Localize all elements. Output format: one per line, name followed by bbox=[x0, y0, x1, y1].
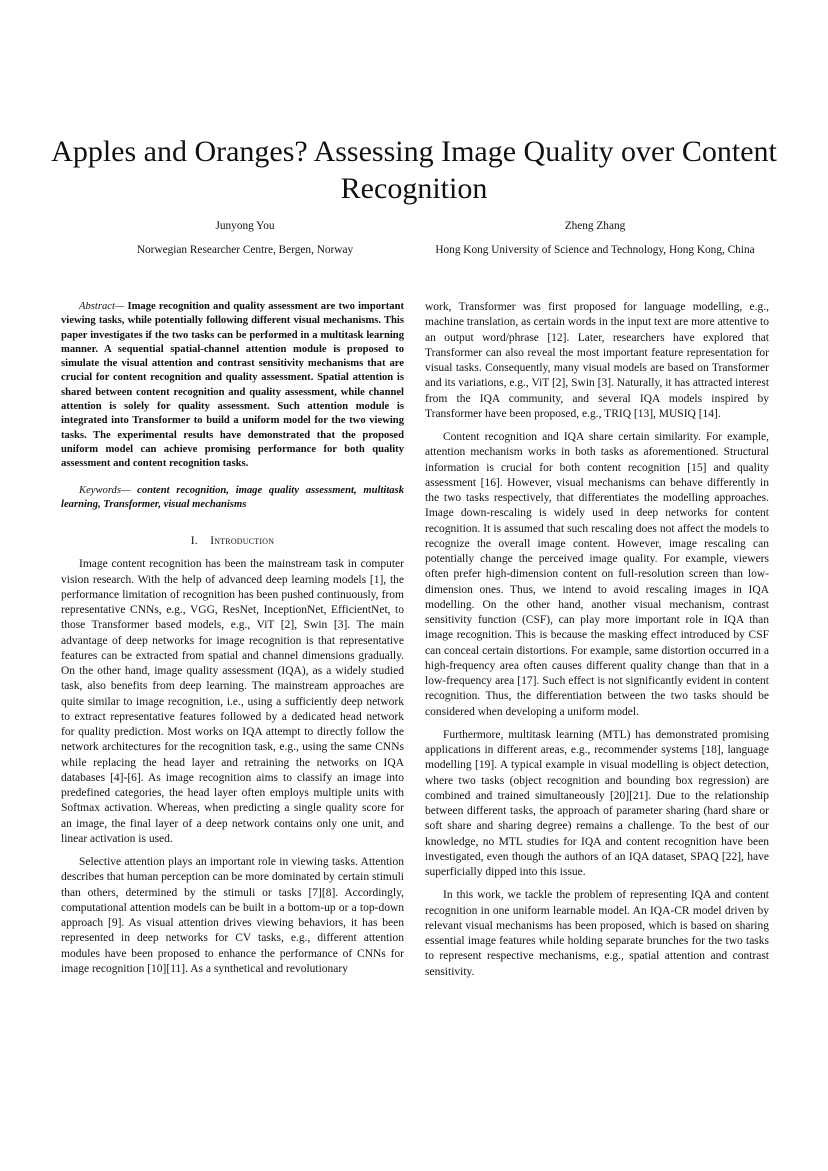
keywords-text: content recognition, image quality assessment, multitask learning, Transformer, visual mechanisms bbox=[61, 484, 404, 510]
author-affiliation: Norwegian Researcher Centre, Bergen, Norway bbox=[136, 244, 354, 256]
section-number: I. bbox=[190, 535, 198, 548]
author-block-1 bbox=[90, 219, 400, 267]
abstract bbox=[61, 300, 404, 472]
right-column bbox=[425, 300, 769, 988]
keywords bbox=[61, 484, 404, 513]
author-name: Zheng Zhang bbox=[564, 220, 626, 232]
section-title: Introduction bbox=[210, 535, 275, 548]
author-block-2 bbox=[418, 219, 772, 267]
abstract-text: Image recognition and quality assessment are two important viewing tasks, while potentially following different visual mechanisms. This paper investigates if the two tasks can be performed in a multitask learning manner. A sequential spatial-channel attention module is proposed to simulate the visual attention and contrast sensitivity mechanisms that are crucial for content recognition and quality assessment. Spatial attention is shared between content recognition and quality assessment, while channel attention is solely for quality assessment. Such attention module is integrated into Transformer to build a uniform model for the two viewing tasks. The experimental results have demonstrated that the proposed uniform model can achieve promising performance for both quality assessment and content recognition tasks. bbox=[61, 301, 404, 470]
abstract-lead: Abstract— bbox=[79, 301, 125, 312]
section-heading-introduction bbox=[61, 534, 404, 549]
paragraph: Content recognition and IQA share certain similarity. For example, attention mechanism works in both tasks as aforementioned. Structural information is crucial for both content recognition [15] and quality assessment [16]. However, visual mechanisms can behave differently in the two tasks respectively, that differentiates the modelling approaches. Image down-rescaling is widely used in deep networks for content recognition. It is assumed that such rescaling does not affect the models to recognize the overall image content. However, image rescaling can potentially change the perceived image quality. For example, viewers often prefer high-dimension content on full-resolution screen than low-dimension ones. Thus, we intend to avoid rescaling images in IQA modelling. On the other hand, another visual mechanism, contrast sensitivity function (CSF), can play more important role in IQA than image recognition. This is because the masking effect introduced by CSF can conceal certain distortions. For example, same distortion occurred in a high-frequency area often causes different quality change than that in a low-frequency area [17]. Such effect is not significantly evident in content recognition. Thus, the differentiation between the two tasks should be considered when developing a uniform model. bbox=[425, 431, 769, 718]
paragraph: Furthermore, multitask learning (MTL) has demonstrated promising applications in different areas, e.g., recommender systems [18], language modelling [19]. A typical example in visual modelling is object detection, where two tasks (object recognition and bounding box regression) are combined and trained simultaneously [20][21]. Due to the relationship between different tasks, the approach of parameter sharing (hard share or soft share and sharing degree) remains a challenge. To the best of our knowledge, no MTL studies for IQA and content recognition have been investigated, even though the authors of an IQA dataset, SPAQ [22], have superficially dipped into this issue. bbox=[425, 728, 769, 878]
keywords-lead: Keywords— bbox=[79, 484, 131, 496]
paragraph: Selective attention plays an important role in viewing tasks. Attention describes that human perception can be more dominated by certain stimuli than others, determined by the stimuli or tasks [7][8]. Accordingly, computational attention models can be built in a bottom-up or a top-down approach [9]. As visual attention drives viewing behaviors, it has been represented in deep networks for CV tasks, e.g., different attention modules have been proposed to enhance the performance of CNNs for image recognition [10][11]. As a synthetical and revolutionary bbox=[61, 856, 404, 975]
author-affiliation: Hong Kong University of Science and Technology, Hong Kong, China bbox=[435, 244, 755, 256]
paragraph: In this work, we tackle the problem of representing IQA and content recognition in one uniform learnable model. An IQA-CR model driven by relevant visual mechanisms has been proposed, which is based on sharing essential image features while holding separate brunches for the two tasks to represent respective mechanisms, e.g., spatial attention and contrast sensitivity. bbox=[425, 889, 769, 978]
paragraph: work, Transformer was first proposed for language modelling, e.g., machine translation, as certain words in the input text are more attentive to an output word/phrase [12]. Later, researchers have explored that Transformer can also reveal the most important feature representation for visual tasks. Consequently, many visual models are based on Transformer and its variations, e.g., ViT [2], Swin [3]. Naturally, it has attracted interest from the IQA community, and several IQA models inspired by Transformer have been proposed, e.g., TRIQ [13], MUSIQ [14]. bbox=[425, 301, 770, 420]
paragraph: Image content recognition has been the mainstream task in computer vision research. With the help of advanced deep learning models [1], the performance limitation of recognition has been pushed continuously, from representative CNNs, e.g., VGG, ResNet, InceptionNet, EfficientNet, to those Transformer based models, e.g., ViT [2], Swin [3]. The main advantage of deep networks for image recognition is that representative features can be extracted from spatial and channel dimensions gradually. On the other hand, image quality assessment (IQA), as a widely studied task, also benefits from deep learning. The mainstream approaches are quite similar to image recognition, i.e., using a sufficiently deep network to extract representative features followed by a dedicated head network for quality prediction. Most works on IQA attempt to directly follow the network architectures for the recognition task, e.g., using the same CNNs while replacing the head layer and retraining the networks on IQA databases [4]-[6]. As image recognition aims to classify an image into predefined categories, the head layer often employs multiple units with Softmax activation. Whereas, when predicting a single quality score for an image, the final layer of a deep network contains only one unit, and linear activation is used. bbox=[61, 558, 404, 845]
author-name: Junyong You bbox=[215, 220, 275, 232]
paper-title: Apples and Oranges? Assessing Image Quality over Content Recognition bbox=[51, 135, 777, 205]
left-column bbox=[61, 300, 404, 985]
